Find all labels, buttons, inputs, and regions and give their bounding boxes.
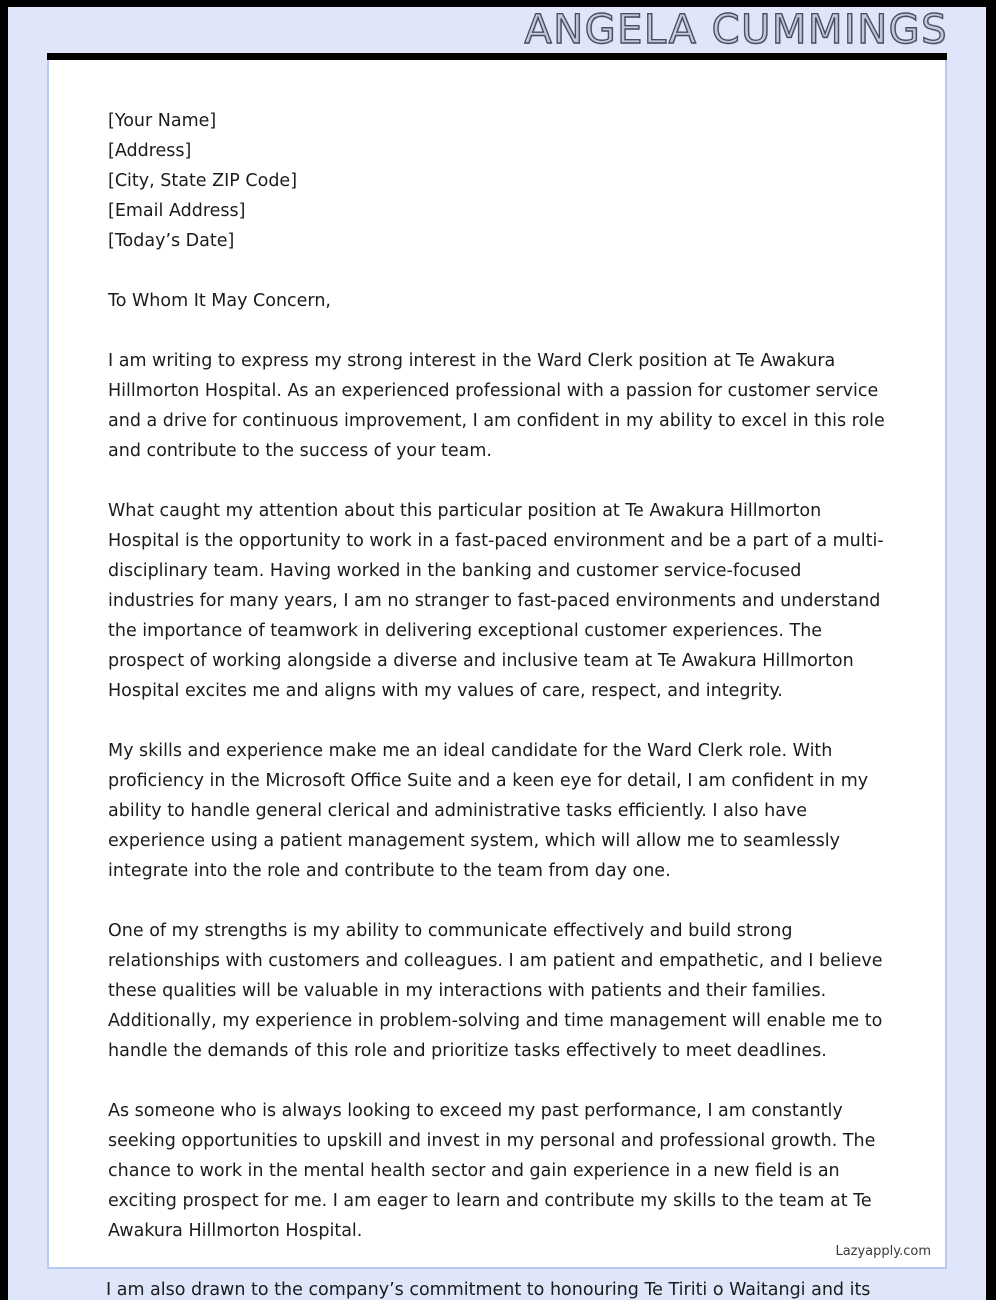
- letter-paragraph-1: I am writing to express my strong interest in the Ward Clerk position at Te Awakura Hillmorton Hospital. As an experienced professional with a passion for customer service and a drive for continuous improvement, I am confident in my ability to excel in this role and contribute to the success of your team.: [108, 351, 885, 461]
- letter-content: [108, 106, 892, 1246]
- letter-paragraph-2: What caught my attention about this particular position at Te Awakura Hillmorton Hospital is the opportunity to work in a fast-paced environment and be a part of a multi-disciplinary team. Having worked in the banking and customer service-focused industries for many years, I am no stranger to fast-paced environments and understand the importance of teamwork in delivering exceptional customer experiences. The prospect of working alongside a diverse and inclusive team at Te Awakura Hillmorton Hospital excites me and aligns with my values of care, respect, and integrity.: [108, 501, 884, 701]
- letter-paragraph-3: My skills and experience make me an ideal candidate for the Ward Clerk role. With proficiency in the Microsoft Office Suite and a keen eye for detail, I am confident in my ability to handle general clerical and administrative tasks efficiently. I also have experience using a patient management system, which will allow me to seamlessly integrate into the role and contribute to the team from day one.: [108, 741, 869, 881]
- lazyapply-watermark: Lazyapply.com: [835, 1244, 931, 1259]
- letter-page-2-preview: [47, 1275, 947, 1300]
- sender-address-block: [108, 106, 892, 256]
- document-viewer-canvas: [8, 7, 986, 1300]
- letter-date-line: [Today’s Date]: [108, 231, 235, 251]
- letter-paragraph-5: As someone who is always looking to exceed my past performance, I am constantly seeking opportunities to upskill and invest in my personal and professional growth. The chance to work in the mental health sector and gain experience in a new field is an exciting prospect for me. I am eager to learn and contribute my skills to the team at Te Awakura Hillmorton Hospital.: [108, 1101, 876, 1241]
- page-title: ANGELA CUMMINGS: [524, 7, 948, 53]
- sender-email-line: [Email Address]: [108, 201, 246, 221]
- letter-salutation: To Whom It May Concern,: [108, 291, 331, 311]
- sender-address-line: [Address]: [108, 141, 192, 161]
- letter-paragraph-4: One of my strengths is my ability to communicate effectively and build strong relationships with customers and colleagues. I am patient and empathetic, and I believe these qualities will be valuable in my interactions with patients and their families. Additionally, my experience in problem-solving and time management will enable me to handle the demands of this role and prioritize tasks effectively to meet deadlines.: [108, 921, 883, 1061]
- letter-page-1: [47, 60, 947, 1269]
- sender-city-state-zip-line: [City, State ZIP Code]: [108, 171, 298, 191]
- sender-name-line: [Your Name]: [108, 111, 217, 131]
- letterhead-divider-rule: [47, 53, 947, 60]
- letter-page-2-first-line: I am also drawn to the company’s commitment to honouring Te Tiriti o Waitangi and its: [106, 1280, 871, 1300]
